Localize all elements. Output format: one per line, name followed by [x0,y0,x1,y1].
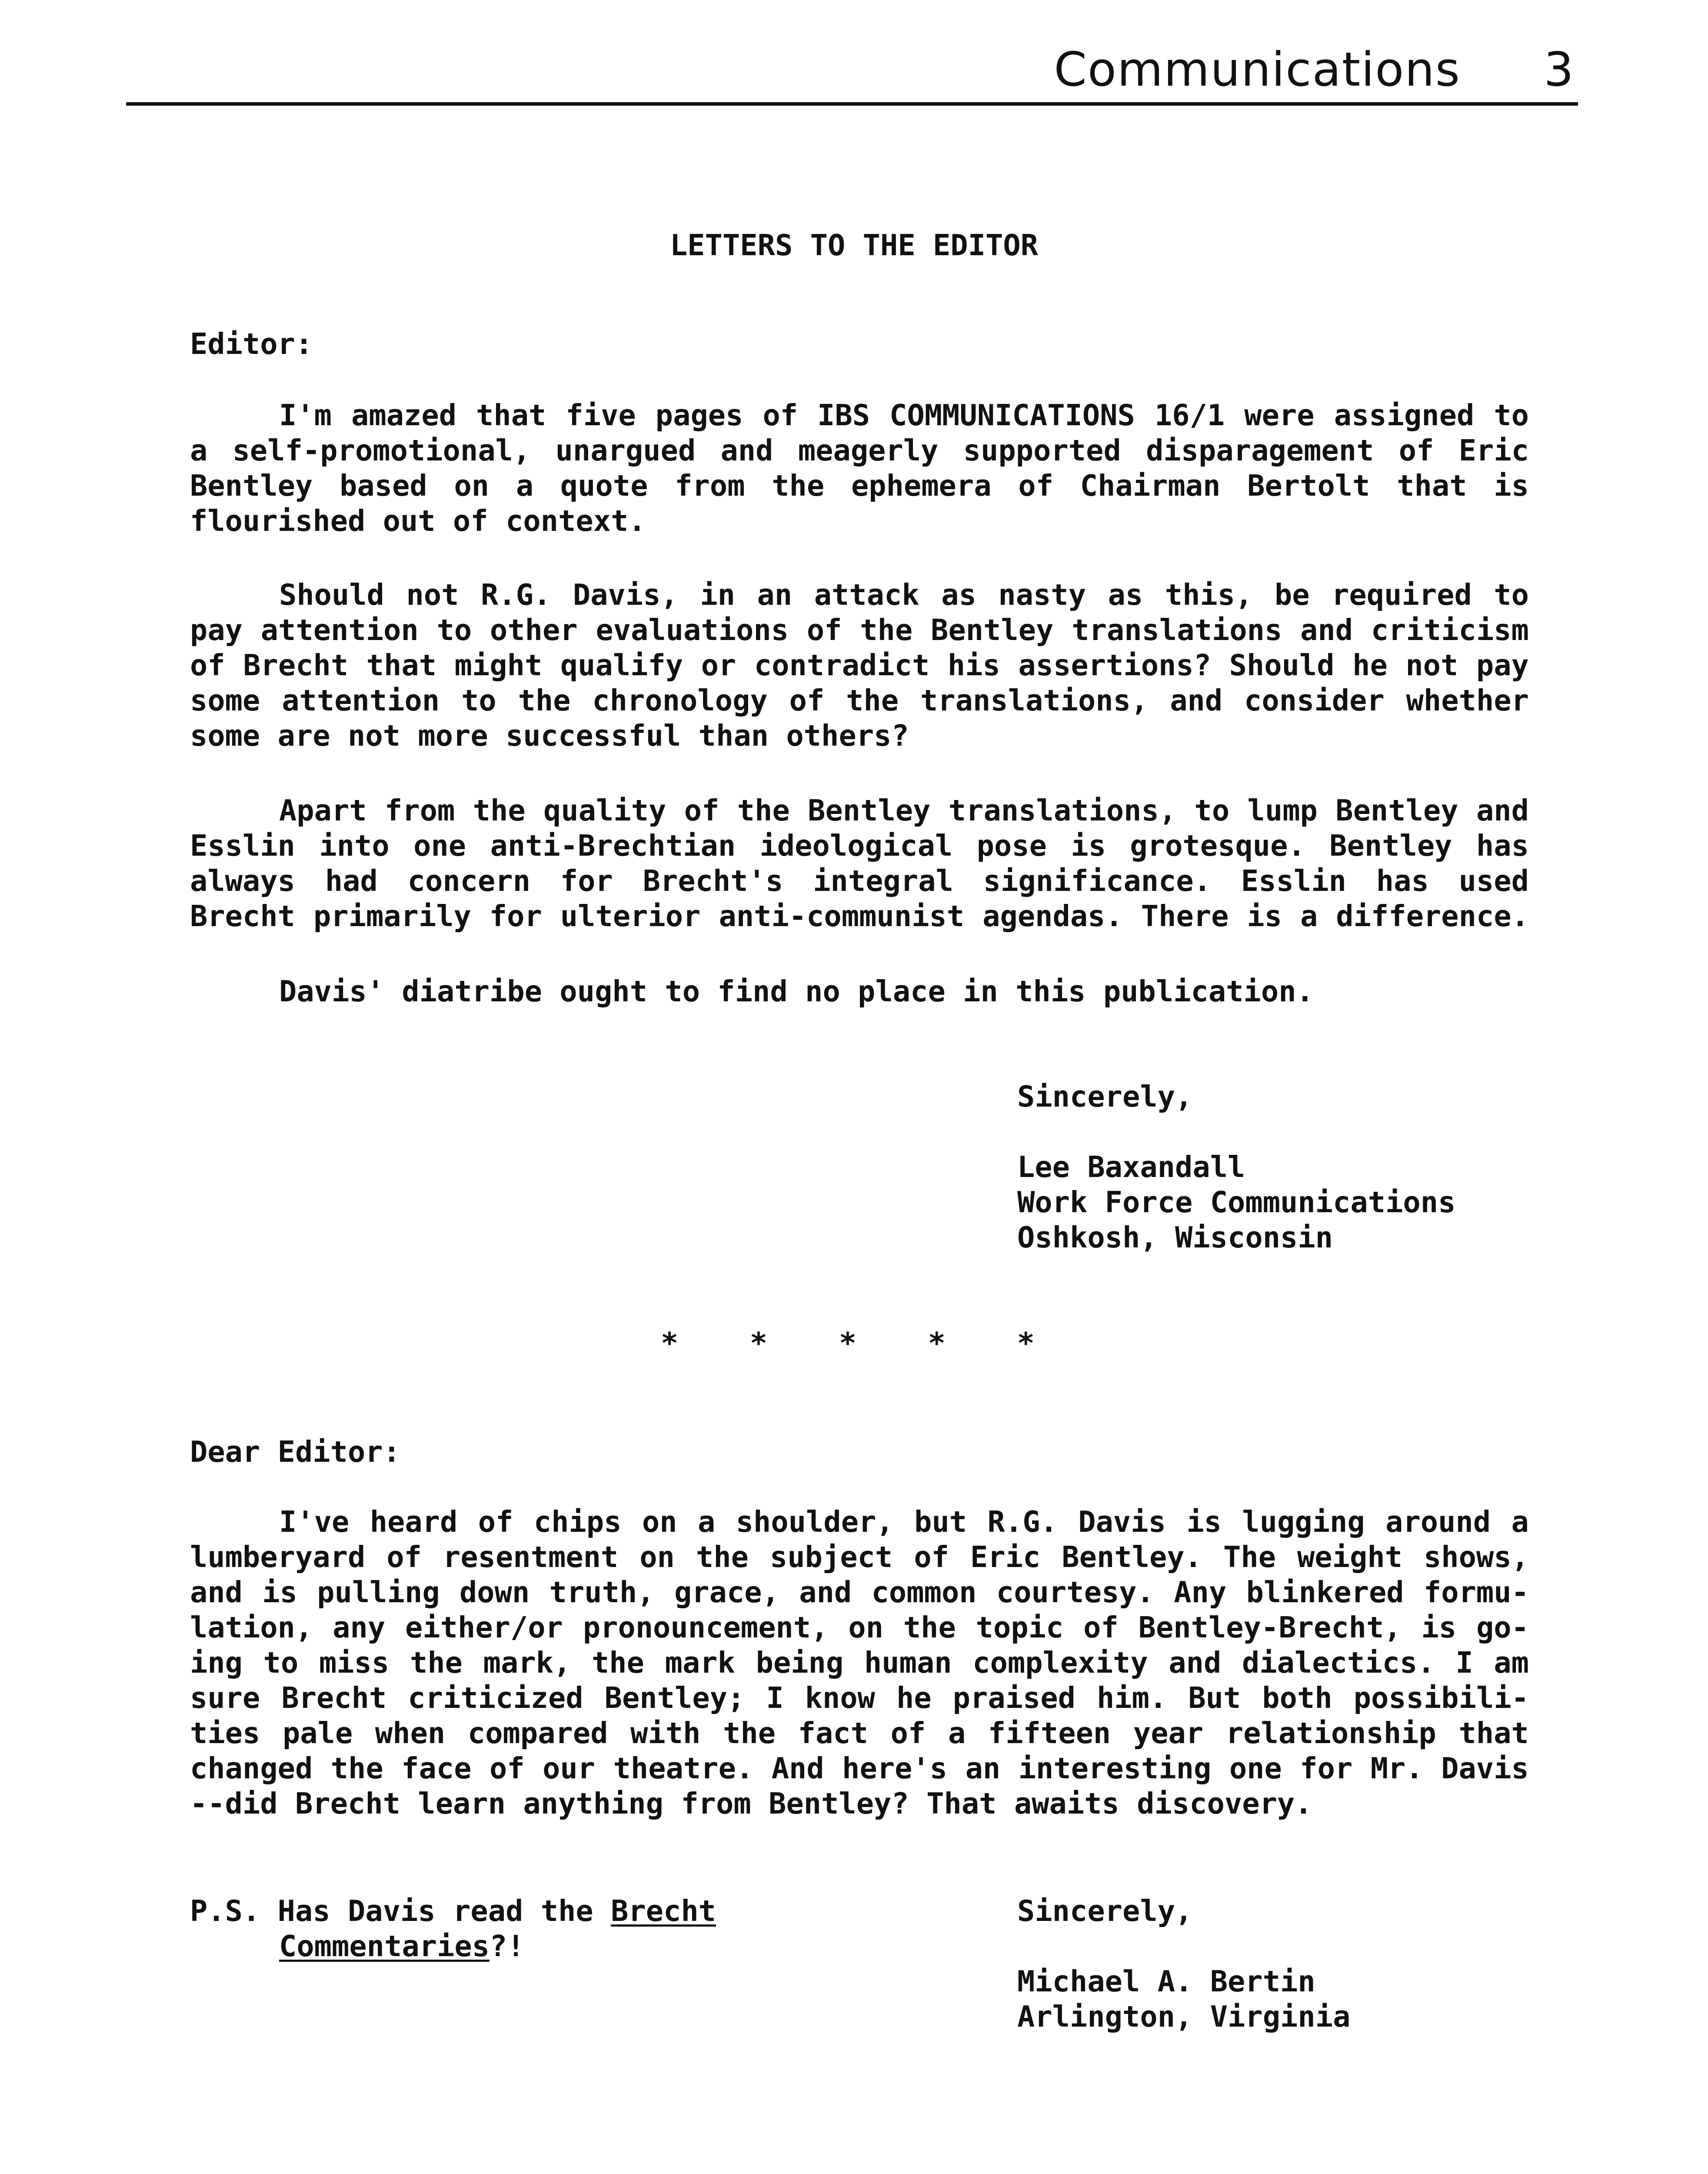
text-line [190,613,1529,648]
word: praised [952,1681,1076,1715]
word: know [805,1681,876,1715]
word: anti-Brechtian [490,829,736,863]
word: required [1332,578,1472,612]
word: always [190,864,296,898]
word: this, [1165,578,1253,612]
word: topic [976,1610,1064,1644]
word: anti-communist [719,899,965,933]
word: the [723,1716,776,1750]
word: Eric [1458,433,1529,467]
word: blinkered [1246,1575,1404,1609]
word: lugging [1242,1505,1365,1539]
text-line [190,683,1529,718]
word: translations, [948,794,1177,827]
word: Bentley; [604,1681,745,1715]
word: year [1133,1716,1204,1750]
word: the [473,794,526,827]
word: on [848,1610,884,1644]
word: a [948,1716,966,1750]
word: attack [814,578,919,612]
word: not [406,578,459,612]
word: resentment [443,1540,619,1574]
word: possibili- [1353,1681,1529,1715]
word: the [772,469,825,503]
word: to [263,1646,299,1680]
word: am [1494,1646,1529,1680]
publication-title: Communications [1054,43,1461,97]
word: whether [1406,684,1529,717]
text-line [190,864,1529,899]
word: of [386,1540,422,1574]
separator-star: * [661,1326,679,1360]
word: but [914,1505,967,1539]
word: Bentley. [1062,1540,1202,1574]
word: I [766,1681,784,1715]
word: other [490,613,578,647]
word: Brecht [190,899,296,933]
word: truth, [549,1575,655,1609]
word: Esslin [1241,864,1346,898]
word: Eric [970,1540,1041,1574]
text-line [190,828,1529,864]
word: lump [1247,794,1318,827]
word: mark [665,1646,735,1680]
word: is [1494,469,1529,503]
word: shows, [1423,1540,1529,1574]
word: COMMUNICATIONS [889,398,1135,432]
word: ephemera [851,469,992,503]
word: Bentley [808,794,931,827]
word: an [757,578,792,612]
text-line [190,1716,1529,1751]
word: to [1494,398,1529,432]
word: as [941,578,976,612]
postscript-title-part2: Commentaries [279,1929,490,1963]
text-line [190,1610,1529,1645]
letter1-closing: Sincerely, [1017,1080,1193,1114]
word: human [864,1646,952,1680]
word: one [413,829,466,863]
word: and [1169,1646,1222,1680]
word: miss [319,1646,390,1680]
word: any [333,1610,386,1644]
word: that [366,648,437,682]
word: had [325,864,378,898]
word: meagerly [798,433,939,467]
text-line [190,468,1529,503]
word: five [566,398,636,432]
word: down [459,1575,530,1609]
text-line [190,398,1529,433]
word: difference. [1336,899,1529,933]
word: the [860,613,913,647]
text-line: --did Brecht learn anything from Bentley? That awaits discovery. [190,1787,1312,1821]
word: assigned [1334,398,1475,432]
word: Brecht's [643,864,783,898]
word: that [1397,469,1467,503]
word: of [1083,1610,1119,1644]
letter2-salutation: Dear Editor: [190,1435,401,1469]
word: lumberyard [190,1540,366,1574]
word: might [454,648,543,682]
word: of [489,1751,525,1785]
text-line [190,793,1529,828]
letter2-signature-location: Arlington, Virginia [1017,2000,1351,2034]
word: here's [842,1751,948,1785]
word: is [1421,1610,1457,1644]
word: Brecht [281,1681,387,1715]
word: qualify [560,648,683,682]
word: I'm [279,398,332,432]
word: both [1262,1681,1332,1715]
word: for [1300,1751,1353,1785]
word: relationship [1225,1716,1436,1750]
word: from [385,794,455,827]
word: translations [1072,613,1282,647]
word: and [1170,684,1223,717]
word: and [799,1575,852,1609]
word: and [1476,794,1529,827]
word: not [1405,648,1458,682]
letter1-paragraph-1 [190,398,1529,539]
word: There [1141,899,1229,933]
word: is [1186,1505,1222,1539]
word: chips [533,1505,622,1539]
word: in [700,578,736,612]
word: pale [282,1716,353,1750]
word: heard [370,1505,458,1539]
page-number: 3 [1544,43,1574,97]
text-line [190,1504,1529,1540]
section-heading: LETTERS TO THE EDITOR [669,228,1039,262]
word: mark, [483,1646,571,1680]
running-header [126,26,1578,106]
word: the [737,794,790,827]
letter2-paragraph-1 [190,1504,1529,1821]
word: Bentley [931,613,1054,647]
word: from [675,469,745,503]
word: shoulder, [736,1505,894,1539]
word: the [518,684,571,717]
word: is [262,1575,297,1609]
word: Davis [1078,1505,1166,1539]
word: But [1188,1681,1241,1715]
word: interesting [1018,1751,1212,1785]
word: Bentley [1329,829,1452,863]
letter1-paragraph-2 [190,577,1529,754]
text-line [190,1540,1529,1575]
word: grotesque. [1130,829,1305,863]
word: our [543,1751,596,1785]
word: pay [1476,648,1529,682]
text-line: some are not more successful than others? [190,719,909,753]
word: and [190,1575,243,1609]
word: that [476,398,546,432]
word: the [591,1646,644,1680]
letter1-signature-location: Oshkosh, Wisconsin [1017,1220,1333,1254]
word: around [1385,1505,1491,1539]
word: self-promotional, [232,433,531,467]
word: a [1300,899,1318,933]
word: unargued [555,433,696,467]
word: of [890,1716,926,1750]
word: his [947,648,1000,682]
word: on [639,1540,675,1574]
separator-star: * [928,1326,946,1360]
word: chronology [592,684,768,717]
word: of [762,398,798,432]
word: of [1398,433,1434,467]
word: the [410,1646,463,1680]
word: has [1376,864,1429,898]
word: pulling [317,1575,440,1609]
word: of [684,794,719,827]
word: amazed [351,398,457,432]
word: sure [190,1681,260,1715]
word: Chairman [1080,469,1221,503]
word: into [319,829,390,863]
word: used [1458,864,1529,898]
letter1-salutation: Editor: [190,327,313,361]
word: ties [190,1716,260,1750]
text-line [190,1645,1529,1681]
text-line [190,899,1529,934]
word: of [914,1540,949,1574]
word: some [190,684,260,717]
word: R.G. [481,578,551,612]
word: a [697,1505,716,1539]
letter1-paragraph-4 [190,974,1529,1009]
word: Bertolt [1247,469,1370,503]
word: fifteen [988,1716,1111,1750]
word: ideological [759,829,953,863]
word: that [1458,1716,1529,1750]
text-line: Davis' diatribe ought to find no place in this publication. [279,974,1314,1008]
postscript-line-2 [190,1929,716,1964]
word: one [1229,1751,1282,1785]
word: changed [190,1751,313,1785]
word: I've [279,1505,350,1539]
separator-star: * [1017,1326,1035,1360]
word: is [1247,899,1282,933]
word: dialectics. [1242,1646,1435,1680]
word: as [1108,578,1143,612]
word: theatre. [613,1751,754,1785]
separator-star: * [839,1326,857,1360]
text-line [190,1751,1529,1786]
word: R.G. [987,1505,1058,1539]
word: Bentley [190,469,313,503]
word: go- [1476,1610,1529,1644]
letter2-closing: Sincerely, [1017,1894,1193,1928]
word: primarily [313,899,471,933]
word: on [454,469,489,503]
separator-star: * [749,1326,768,1360]
word: complexity [972,1646,1148,1680]
word: assertions? [1018,648,1212,682]
word: common [871,1575,977,1609]
word: to [1494,578,1529,612]
word: criticized [408,1681,583,1715]
word: of [789,684,825,717]
word: were [1244,398,1315,432]
text-line [190,648,1529,683]
word: of [478,1505,513,1539]
word: Davis, [573,578,678,612]
word: has [1476,829,1529,863]
word: courtesy. [996,1575,1154,1609]
word: attention [282,684,440,717]
text-line [190,577,1529,613]
section-separator [661,1326,1035,1360]
word: of [190,648,225,682]
word: Should [279,578,385,612]
word: I [1455,1646,1473,1680]
letter1-paragraph-3 [190,793,1529,934]
word: ing [190,1646,243,1680]
text-line: flourished out of context. [190,504,646,538]
word: formu- [1423,1575,1529,1609]
word: is [1071,829,1106,863]
word: weight [1297,1540,1402,1574]
word: Any [1174,1575,1227,1609]
word: consider [1244,684,1385,717]
word: concern [407,864,531,898]
word: the [696,1540,749,1574]
word: grace, [674,1575,779,1609]
word: compared [467,1716,608,1750]
word: of [806,613,842,647]
word: to [1194,794,1230,827]
word: lation, [190,1610,313,1644]
postscript-line-1 [190,1894,716,1929]
letter1-signature-name: Lee Baxandall [1017,1150,1245,1184]
word: with [630,1716,701,1750]
word: contradict [754,648,930,682]
word: translations, [920,684,1149,717]
word: quality [543,794,666,827]
word: subject [769,1540,893,1574]
word: attention [260,613,419,647]
word: pronouncement, [583,1610,829,1644]
word: Mr. [1370,1751,1423,1785]
word: being [756,1646,844,1680]
word: for [560,864,613,898]
word: agendas. [982,899,1123,933]
postscript [190,1894,716,1964]
word: Should [1229,648,1335,682]
text-line [190,433,1529,468]
word: a [516,469,534,503]
word: significance. [983,864,1212,898]
word: or [701,648,736,682]
word: criticism [1371,613,1529,647]
word: pages [655,398,743,432]
word: 16/1 [1154,398,1225,432]
word: be [1274,578,1310,612]
word: Apart [279,794,367,827]
word: pay [190,613,243,647]
word: the [330,1751,383,1785]
word: he [896,1681,932,1715]
postscript-prefix: P.S. Has Davis read the [190,1894,611,1928]
word: face [401,1751,472,1785]
letter1-signature-organization: Work Force Communications [1017,1185,1456,1219]
word: the [903,1610,956,1644]
text-line [190,1681,1529,1716]
word: Bentley-Brecht, [1138,1610,1402,1644]
word: when [375,1716,446,1750]
word: Bentley [1335,794,1458,827]
word: him. [1096,1681,1167,1715]
word: integral [813,864,953,898]
postscript-title-part1: Brecht [611,1894,716,1928]
word: nasty [998,578,1086,612]
word: to [461,684,496,717]
word: a [1511,1505,1529,1539]
word: to [436,613,472,647]
postscript-suffix: ?! [489,1929,525,1963]
word: a [190,433,208,467]
word: Davis [1441,1751,1529,1785]
word: either/or [405,1610,563,1644]
word: on [642,1505,677,1539]
word: pose [976,829,1047,863]
word: quote [560,469,648,503]
word: And [771,1751,824,1785]
word: and [720,433,773,467]
word: an [965,1751,1001,1785]
word: of [1018,469,1054,503]
word: ulterior [560,899,701,933]
word: he [1352,648,1388,682]
word: supported [963,433,1121,467]
word: IBS [817,398,870,432]
word: based [340,469,427,503]
word: fact [798,1716,869,1750]
word: Esslin [190,829,296,863]
letter2-signature-name: Michael A. Bertin [1017,1964,1315,1998]
word: Brecht [243,648,349,682]
word: the [846,684,899,717]
word: and [1300,613,1353,647]
word: disparagement [1146,433,1374,467]
word: for [489,899,542,933]
word: evaluations [596,613,789,647]
text-line [190,1575,1529,1610]
word: The [1223,1540,1276,1574]
